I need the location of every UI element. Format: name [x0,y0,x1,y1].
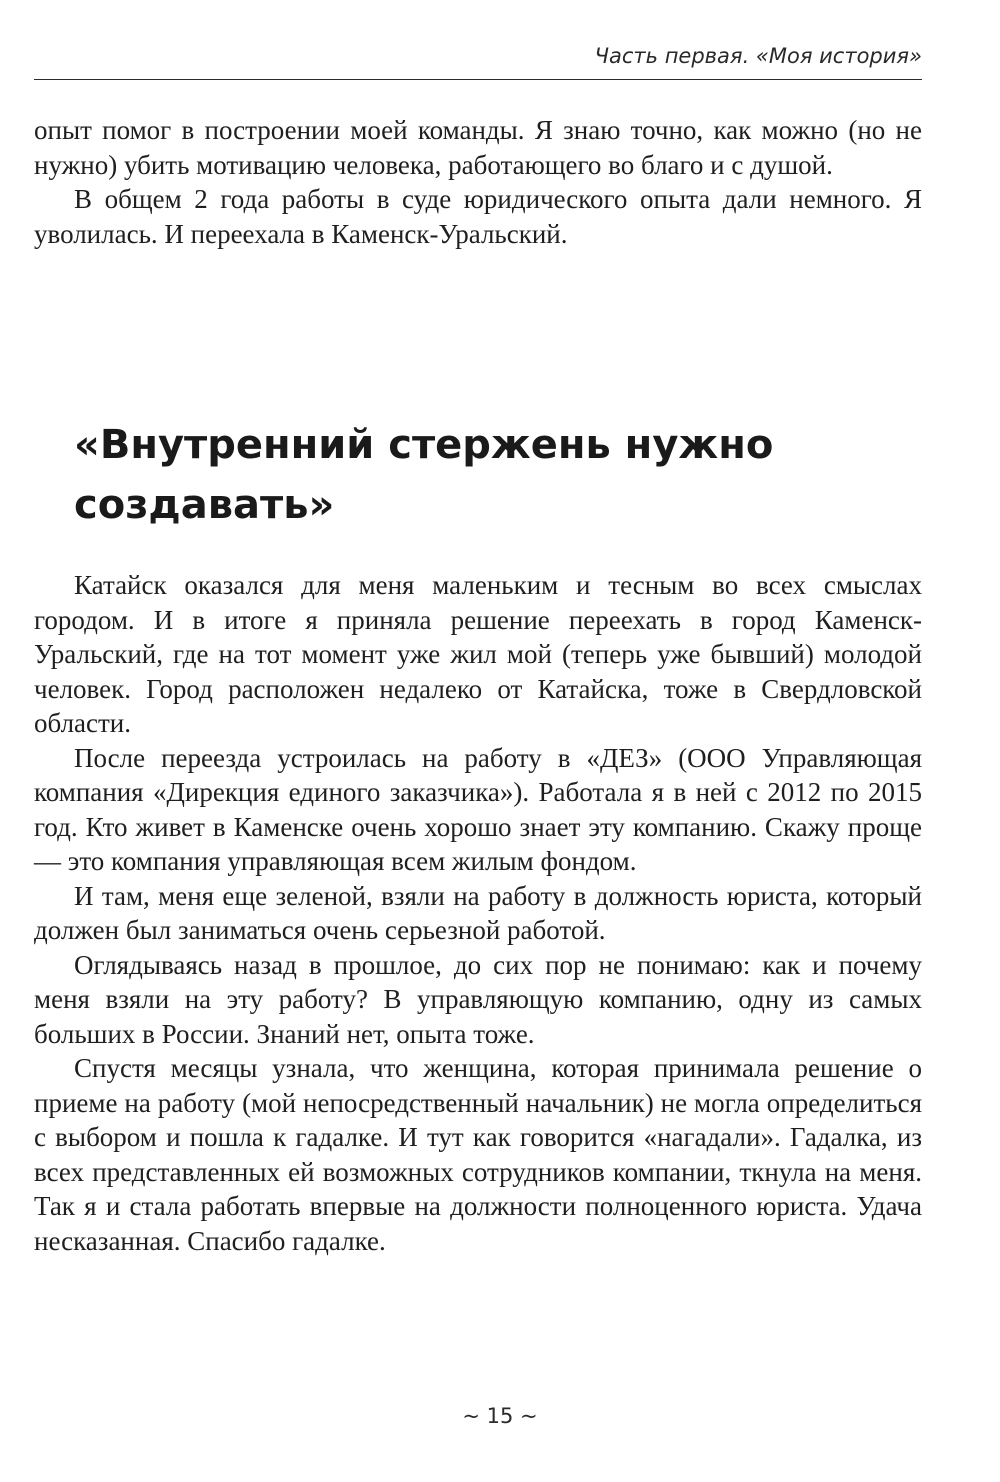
paragraph: Спустя месяцы узнала, что женщина, которая принимала решение о приеме на работу (мой непосредственный начальник) не могла определиться с выбором и пошла к гадалке. И тут как говорится «нагадали». Гадалка, из всех представленных ей возможных сотрудников компании, ткнула на меня. Так я и стала работать впервые на должности полноценного юриста. Удача несказанная. Спасибо гадалке. [34,1053,922,1256]
page-number: ~ 15 ~ [462,1404,538,1428]
paragraph: В общем 2 года работы в суде юридического опыта дали немного. Я уволилась. И переехала в Каменск-Уральский. [34,184,922,249]
running-header-title: Часть первая. «Моя история» [594,44,922,68]
paragraph: Катайск оказался для меня маленьким и тесным во всех смыслах городом. И в итоге я приняла решение переехать в город Каменск-Уральский, где на тот момент уже жил мой (теперь уже бывший) молодой человек. Город расположен недалеко от Катайска, тоже в Свердловской области. [34,570,922,738]
header-divider [34,79,922,80]
paragraph: Оглядываясь назад в прошлое, до сих пор не понимаю: как и почему меня взяли на эту работу? В управляющую компанию, одну из самых больших в России. Знаний нет, опыта тоже. [34,949,922,1049]
paragraph-continuation: опыт помог в построении моей команды. Я знаю точно, как можно (но не нужно) убить мотивацию человека, работающего во благо и с душой. [34,115,922,180]
section-text-block [34,568,922,1258]
section-heading: «Внутренний стержень нужно создавать» [74,422,774,528]
top-text-block [34,113,922,251]
paragraph: И там, меня еще зеленой, взяли на работу в должность юриста, который должен был заниматься очень серьезной работой. [34,880,922,945]
paragraph: После переезда устроилась на работу в «ДЕЗ» (ООО Управляющая компания «Дирекция единого заказчика»). Работала я в ней с 2012 по 2015 год. Кто живет в Каменске очень хорошо знает эту компанию. Скажу проще — это компания управляющая всем жилым фондом. [34,742,922,876]
